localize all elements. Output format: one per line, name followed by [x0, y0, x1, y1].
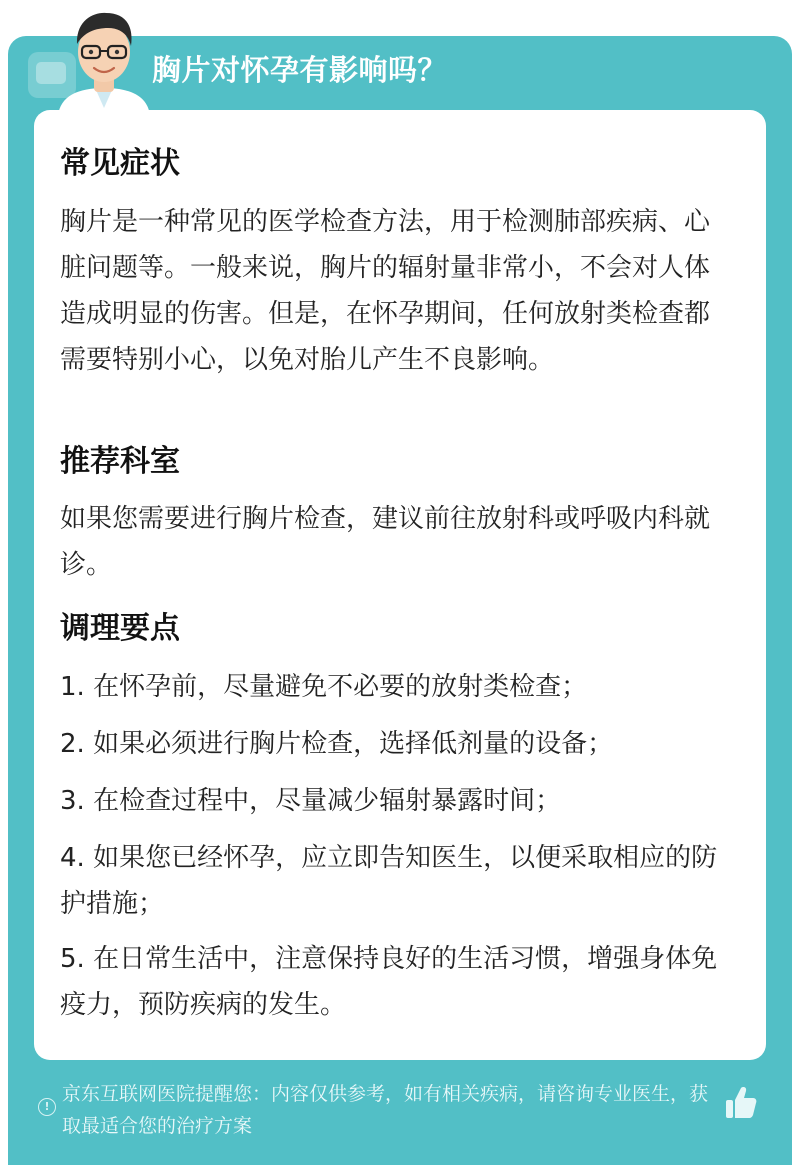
thumbs-up-icon[interactable] [724, 1084, 758, 1120]
symptoms-body: 胸片是一种常见的医学检查方法，用于检测肺部疾病、心脏问题等。一般来说，胸片的辐射量非常小，不会对人体造成明显的伤害。但是，在怀孕期间，任何放射类检查都需要特别小心，以免对胎儿产生不良影响。 [60, 207, 711, 375]
page-title: 胸片对怀孕有影响吗？ [152, 53, 448, 87]
section-title-symptoms: 常见症状 [60, 146, 180, 181]
care-item-2: 2. 如果必须进行胸片检查，选择低剂量的设备； [60, 729, 614, 759]
care-item-5: 5. 在日常生活中，注意保持良好的生活习惯，增强身体免疫力，预防疾病的发生。 [60, 944, 718, 1020]
care-item-4: 4. 如果您已经怀孕，应立即告知医生，以便采取相应的防护措施； [60, 843, 718, 919]
info-icon: ! [38, 1098, 56, 1116]
care-item-1: 1. 在怀孕前，尽量避免不必要的放射类检查； [60, 672, 588, 702]
section-title-department: 推荐科室 [60, 444, 180, 479]
footer-notice: 京东互联网医院提醒您：内容仅供参考，如有相关疾病，请咨询专业医生，获取最适合您的治疗方案 [62, 1083, 709, 1137]
doctor-avatar [44, 4, 164, 116]
section-title-care: 调理要点 [60, 611, 180, 646]
care-item-3: 3. 在检查过程中，尽量减少辐射暴露时间； [60, 786, 562, 816]
department-body: 如果您需要进行胸片检查，建议前往放射科或呼吸内科就诊。 [60, 504, 711, 580]
